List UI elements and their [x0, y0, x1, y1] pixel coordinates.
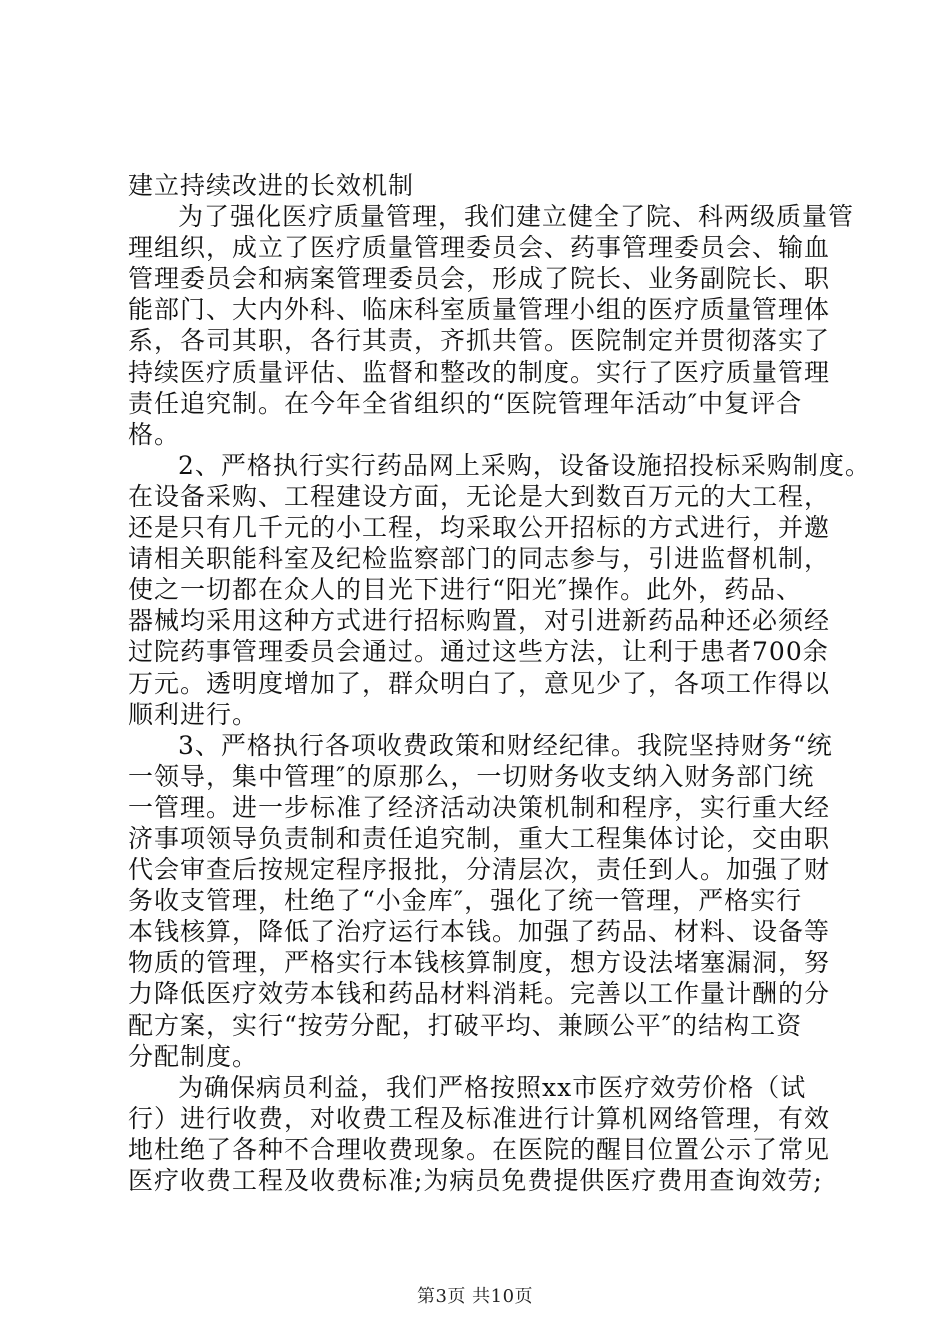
text-line: 本钱核算，降低了治疗运行本钱。加强了药品、材料、设备等 — [128, 917, 831, 947]
text-line: 为确保病员利益，我们严格按照xx市医疗效劳价格（试 — [178, 1072, 807, 1102]
page-footer: 第3页 共10页 — [416, 1286, 534, 1307]
text-line: 一管理。进一步标准了经济活动决策机制和程序，实行重大经 — [128, 792, 831, 822]
text-line: 医疗收费工程及收费标准;为病员免费提供医疗费用查询效劳; — [128, 1166, 823, 1195]
text-line: 器械均采用这种方式进行招标购置，对引进新药品种还必须经 — [128, 606, 831, 636]
text-line: 责任追究制。在今年全省组织的“医院管理年活动″中复评合 — [128, 388, 803, 418]
text-line: 务收支管理，杜绝了“小金库″，强化了统一管理，严格实行 — [128, 886, 803, 916]
text-line: 在设备采购、工程建设方面，无论是大到数百万元的大工程， — [128, 481, 831, 511]
text-line: 一领导，集中管理″的原那么，一切财务收支纳入财务部门统 — [128, 761, 815, 791]
text-line: 建立持续改进的长效机制 — [128, 171, 415, 200]
text-line: 能部门、大内外科、临床科室质量管理小组的医疗质量管理体 — [128, 295, 831, 325]
document-body — [128, 170, 871, 1196]
text-line: 力降低医疗效劳本钱和药品材料消耗。完善以工作量计酬的分 — [128, 979, 831, 1009]
text-line: 为了强化医疗质量管理，我们建立健全了院、科两级质量管 — [178, 202, 855, 232]
text-line: 行）进行收费，对收费工程及标准进行计算机网络管理，有效 — [128, 1103, 831, 1133]
text-line: 地杜绝了各种不合理收费现象。在医院的醒目位置公示了常见 — [128, 1134, 831, 1164]
text-line: 济事项领导负责制和责任追究制，重大工程集体讨论，交由职 — [128, 823, 831, 853]
text-line: 格。 — [128, 419, 181, 449]
text-line: 物质的管理，严格实行本钱核算制度，想方设法堵塞漏洞，努 — [128, 948, 831, 978]
text-line: 使之一切都在众人的目光下进行“阳光″操作。此外，药品、 — [128, 575, 803, 605]
text-line: 分配制度。 — [128, 1041, 259, 1071]
text-line: 持续医疗质量评估、监督和整改的制度。实行了医疗质量管理 — [128, 357, 831, 387]
text-line: 过院药事管理委员会通过。通过这些方法，让利于患者700余 — [128, 637, 829, 667]
text-line: 3、严格执行各项收费政策和财经纪律。我院坚持财务“统 — [178, 730, 833, 760]
text-line: 系，各司其职，各行其责，齐抓共管。医院制定并贯彻落实了 — [128, 326, 831, 356]
text-line: 管理委员会和病案管理委员会，形成了院长、业务副院长、职 — [128, 264, 831, 294]
text-line: 万元。透明度增加了，群众明白了，意见少了，各项工作得以 — [128, 668, 831, 698]
text-line: 还是只有几千元的小工程，均采取公开招标的方式进行，并邀 — [128, 513, 831, 543]
text-line: 顺利进行。 — [128, 699, 259, 729]
text-line: 2、严格执行实行药品网上采购，设备设施招投标采购制度。 — [178, 450, 871, 480]
text-line: 请相关职能科室及纪检监察部门的同志参与，引进监督机制， — [128, 544, 831, 574]
text-line: 理组织，成立了医疗质量管理委员会、药事管理委员会、输血 — [128, 233, 831, 263]
text-line: 配方案，实行“按劳分配，打破平均、兼顾公平″的结构工资 — [128, 1010, 803, 1040]
text-line: 代会审查后按规定程序报批，分清层次，责任到人。加强了财 — [128, 855, 831, 885]
